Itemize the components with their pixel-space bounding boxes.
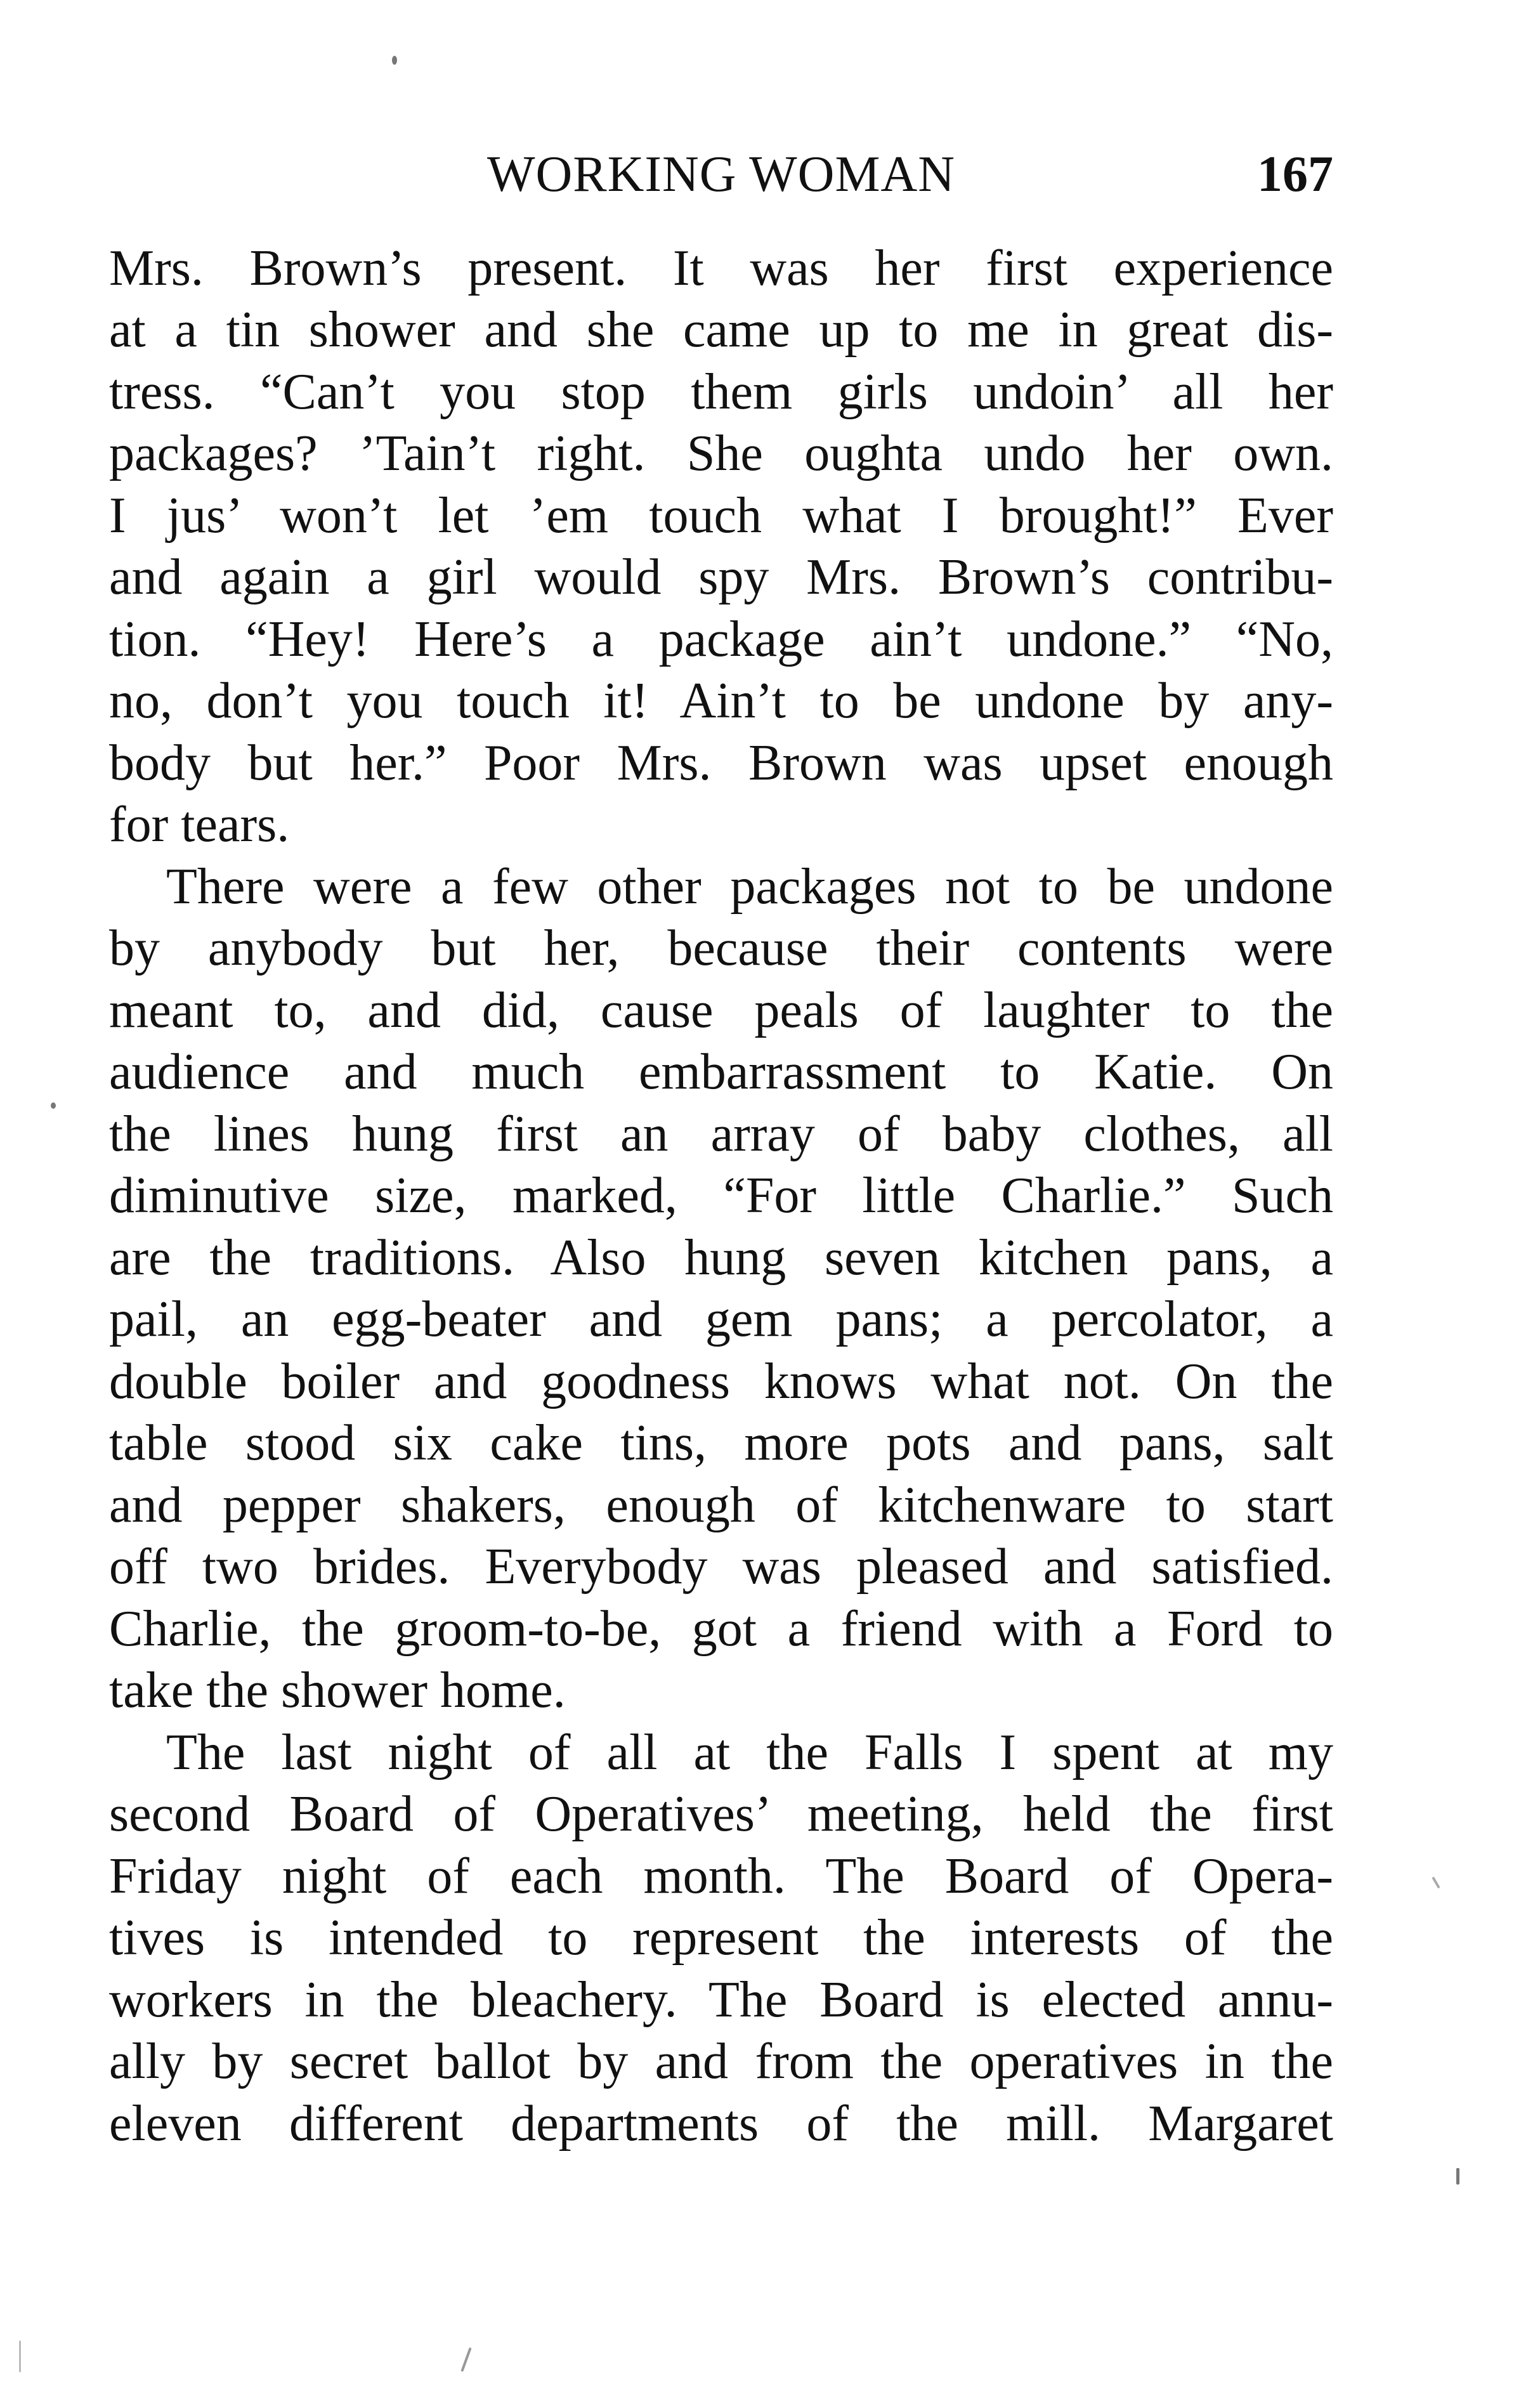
text-line: diminutive size, marked, “For little Charlie.” Such	[109, 1168, 1333, 1224]
text-line: pail, an egg-beater and gem pans; a percolator, a	[109, 1291, 1333, 1347]
text-line: off two brides. Everybody was pleased and satisfied.	[109, 1539, 1333, 1595]
text-line: tives is intended to represent the interests of the	[109, 1910, 1333, 1966]
text-line: double boiler and goodness knows what not. On the	[109, 1354, 1333, 1409]
text-line: tress. “Can’t you stop them girls undoin’ all her	[109, 364, 1333, 420]
text-line: Charlie, the groom-to-be, got a friend with a Ford to	[109, 1601, 1333, 1657]
text-line: for tears.	[109, 797, 290, 853]
text-line: second Board of Operatives’ meeting, held the first	[109, 1786, 1333, 1842]
text-line: take the shower home.	[109, 1663, 566, 1718]
page-header	[109, 143, 1333, 206]
text-line: The last night of all at the Falls I spent at my	[166, 1725, 1333, 1780]
text-line: workers in the bleachery. The Board is elected annu-	[109, 1972, 1333, 2028]
text-line: by anybody but her, because their contents were	[109, 920, 1333, 976]
text-line: tion. “Hey! Here’s a package ain’t undone.” “No,	[109, 611, 1333, 667]
text-line: no, don’t you touch it! Ain’t to be undone by any-	[109, 673, 1333, 729]
text-line: at a tin shower and she came up to me in great dis-	[109, 302, 1333, 358]
text-line: ally by secret ballot by and from the operatives in the	[109, 2034, 1333, 2089]
text-line: There were a few other packages not to be undone	[166, 859, 1333, 915]
scan-speck	[460, 2348, 471, 2372]
text-line: and pepper shakers, enough of kitchenware to start	[109, 1477, 1333, 1533]
text-line: audience and much embarrassment to Katie. On	[109, 1044, 1333, 1100]
scan-speck	[1432, 1876, 1440, 1888]
text-line: the lines hung first an array of baby clothes, all	[109, 1106, 1333, 1162]
text-line: and again a girl would spy Mrs. Brown’s contribu-	[109, 549, 1333, 605]
page-number: 167	[1257, 147, 1333, 202]
scan-speck	[1456, 2168, 1459, 2185]
scan-speck	[51, 1102, 56, 1109]
text-line: Mrs. Brown’s present. It was her first experience	[109, 240, 1333, 296]
text-line: meant to, and did, cause peals of laughter to the	[109, 983, 1333, 1038]
text-line: packages? ’Tain’t right. She oughta undo her own.	[109, 426, 1333, 481]
text-line: Friday night of each month. The Board of Opera-	[109, 1848, 1333, 1904]
text-line: table stood six cake tins, more pots and pans, salt	[109, 1415, 1333, 1471]
text-line: eleven different departments of the mill. Margaret	[109, 2096, 1333, 2152]
text-line: I jus’ won’t let ’em touch what I brought!” Ever	[109, 488, 1333, 544]
running-title: WORKING WOMAN	[486, 147, 956, 202]
scan-speck	[392, 56, 397, 65]
text-line: body but her.” Poor Mrs. Brown was upset enough	[109, 735, 1333, 791]
text-line: are the traditions. Also hung seven kitchen pans, a	[109, 1230, 1333, 1286]
scan-speck	[19, 2341, 21, 2372]
